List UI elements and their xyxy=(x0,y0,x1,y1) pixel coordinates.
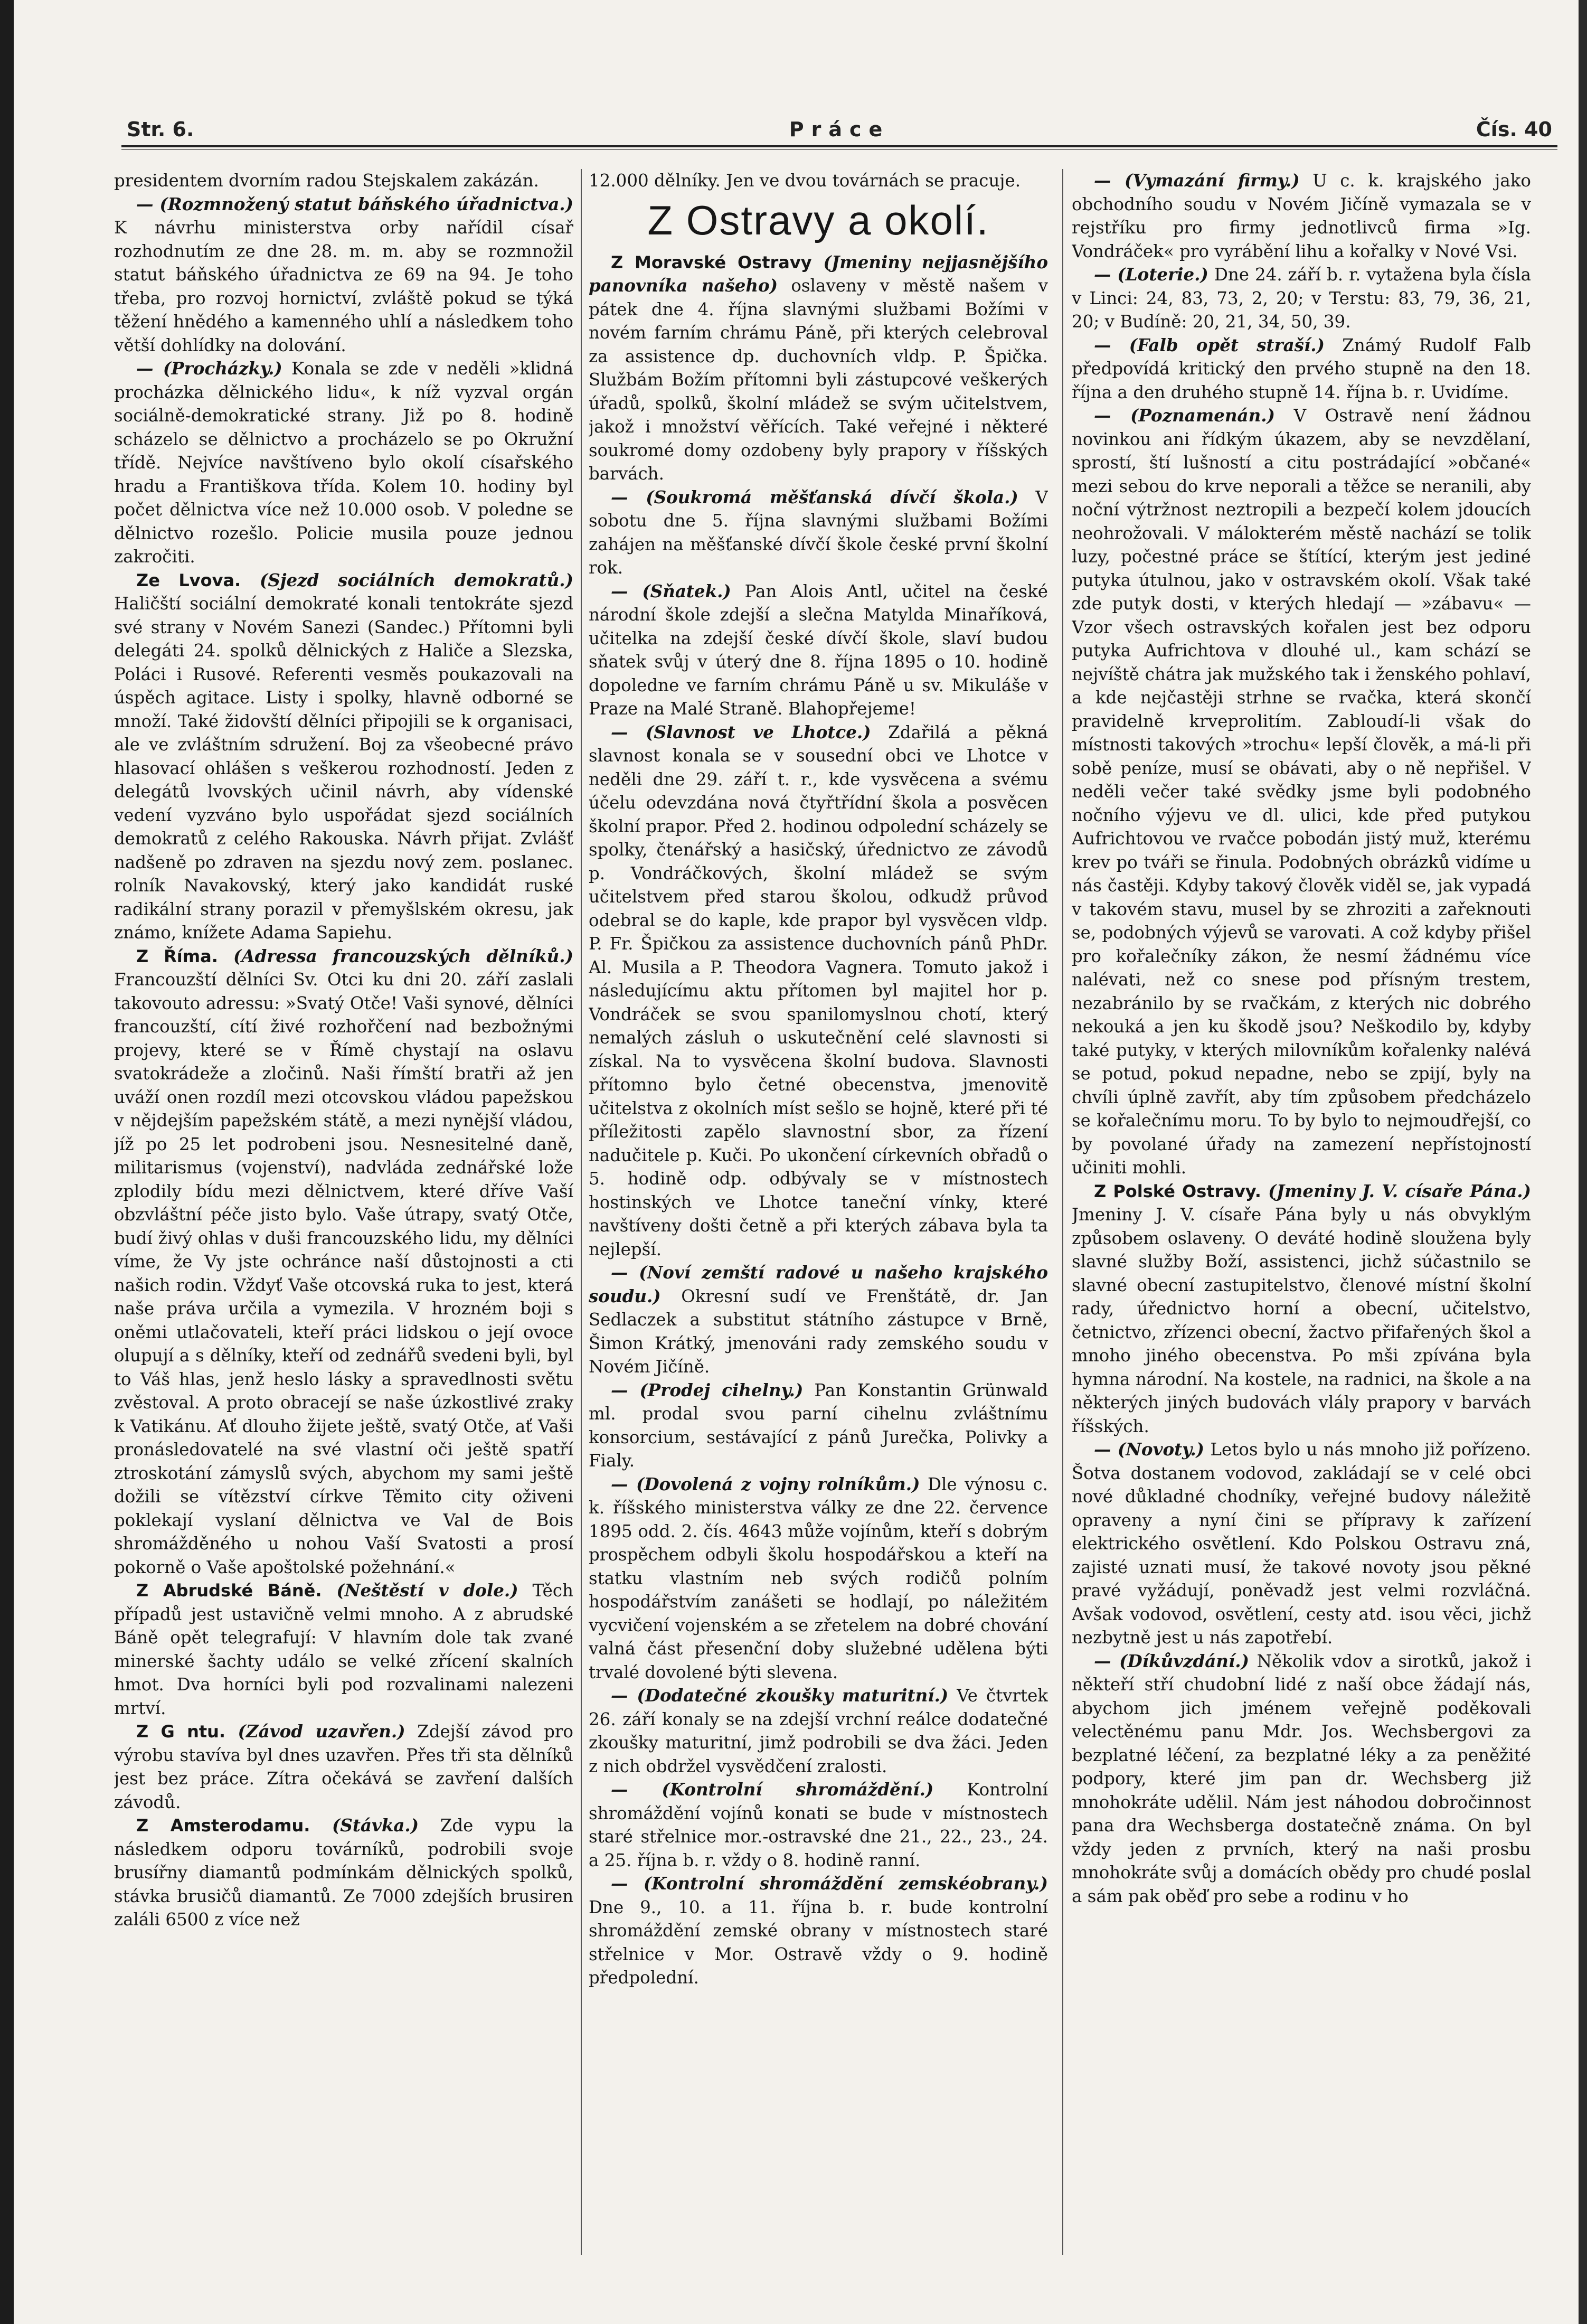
article-paragraph: — (Procházky.) Konala se zde v neděli »klidná procházka dělnického lidu«, k níž vyzval orgán sociálně-demokratické strany. Již po 8. hodině scházelo se dělnictvo a procházelo se po Okružní třídě. Nejvíce navštíveno bylo okolí císařského hradu a Františkova třída. Kolem 10. hodiny byl počet dělnictva více než 10.000 osob. V poledne se dělnictvo rozešlo. Policie musila pouze jednou zakročiti. xyxy=(114,358,573,567)
article-paragraph: Ze Lvova. (Sjezd sociálních demokratů.) Haličští sociální demokraté konali tentokráte sjezd své strany v Novém Sanezi (Sandec.) Přítomni byli delegáti 24. spolků dělnických z Haliče a Slezska, Poláci i Rusové. Referenti vesměs poukazovali na úspěch agitace. Listy i spolky, hlavně odborné se množí. Také židovští dělníci připojili se k organisaci, ale ve zvláštním sdružení. Boj za všeobecné právo hlasovací ohlášen s veškerou rozhodností. Jeden z delegátů lvovských učinil návrh, aby vídenské vedení vyzváno bylo uspořádat sjezd sociálních demokratů z celého Rakouska. Návrh přijat. Zvlášť nadšeně po zdraven na sjezdu nový zem. poslanec. rolník Navakovský, který jako kandidát ruské radikální strany porazil v přemyšlském okresu, jak známo, knížete Adama Sapiehu. xyxy=(114,569,573,943)
article-paragraph: — (Rozmnožený statut báňského úřadnictva.) K návrhu ministerstva orby nařídil císař rozhodnutím ze dne 28. m. m. aby se rozmnožil statut báňského úřadnictva ze 69 na 94. Je toho třeba, pro rozvoj hornictví, zvláště pokud se týká těžení hnědého a kamenného uhlí a následkem toho větší dohlídky na dolování. xyxy=(114,193,573,355)
article-paragraph: — (Falb opět straší.) Známý Rudolf Falb předpovídá kritický den prvého stupně na den 18. října a den druhého stupně 14. října b. r. Uvidíme. xyxy=(1072,334,1531,402)
article-paragraph: — (Sňatek.) Pan Alois Antl, učitel na české národní škole zdejší a slečna Matylda Minaříková, učitelka na zdejší české dívčí škole, slaví budou sňatek svůj v úterý dne 8. října 1895 o 10. hodině dopoledne ve farním chrámu Páně u sv. Mikuláše v Praze na Malé Straně. Blahopřejeme! xyxy=(589,580,1048,719)
page-number: Str. 6. xyxy=(127,118,194,141)
article-paragraph: — (Slavnost ve Lhotce.) Zdařilá a pěkná slavnost konala se v sousední obci ve Lhotce v neděli dne 29. září t. r., kde vysvěcena a svému účelu odevzdána nová čtyřtřídní škola a posvěcen školní prapor. Před 2. hodinou odpolední scházely se spolky, čtenářský a hasičský, úřednictvo ze závodů p. Vondráčkových, školní mládež se svým učitelstvem před starou školou, odkudž průvod odebral se do kaple, kde prapor byl vysvěcen vldp. P. Fr. Špičkou za assistence duchovních pánů PhDr. Al. Musila a P. Theodora Vagnera. Tomuto jakož i následujícímu aktu přítomen byl majitel hor p. Vondráček se svou spanilomyslnou chotí, který nemalých zásluh o uskutečnění celé slavnosti si získal. Na to vysvěcena školní budova. Slavnosti přítomno bylo četné obecenstva, jmenovitě učitelstva z okolních míst sešlo se hojně, které při té příležitosti zapělo slavnostní sbor, za řízení nadučitele p. Kuči. Po ukončení církevních obřadů o 5. hodině odp. odbývaly se v místnostech hostinských ve Lhotce taneční vínky, které navštíveny došti četně a při kterých zábava byla ta nejlepší. xyxy=(589,721,1048,1259)
article-paragraph: Z Amsterodamu. (Stávka.) Zde vypu la následkem odporu továrníků, podrobili svoje brusířny diamantů podmínkám dělnických spolků, stávka brusičů diamantů. Ze 7000 zdejších brusiren zaláli 6500 z více než xyxy=(114,1815,573,1930)
column-rule-1 xyxy=(581,169,582,2255)
article-paragraph: — (Kontrolní shromáždění zemskéobrany.) Dne 9., 10. a 11. října b. r. bude kontrolní shromáždění zemské obrany v místnostech staré střelnice v Mor. Ostravě vždy o 9. hodině předpolední. xyxy=(589,1873,1048,1988)
page-edge-right xyxy=(1579,0,1587,2324)
article-paragraph: Z Říma. (Adressa francouzských dělníků.) Francouzští dělníci Sv. Otci ku dni 20. září zaslali takovouto adressu: »Svatý Otče! Vaši synové, dělníci francouzští, cítí živé rozhořčení nad bezbožnými projevy, které se v Římě chystají na oslavu svatokrádeže a zločinů. Naši římští bratři až jen uváží onen rozdíl mezi otcovskou vládou papežskou v nějdejším papežském státě, a mezi nynější vládou, jíž po 25 let podrobeni jsou. Nesnesitelné daně, militarismus (vojenství), nadvláda zednářské lože zplodily bídu mezi dělnictvem, které dříve Vaší obzvláštní péče jisto bylo. Vaše útrapy, svatý Otče, budí živý ohlas v duši francouzského lidu, my dělníci víme, že Vy jste ochránce naší důstojnosti a cti našich rodin. Vždyť Vaše otcovská ruka to jest, která naše práva určila a vymezila. V hrozném boji s oněmi utlačovateli, kteří práci lidskou o její ovoce olupují a s dělníky, kteří od zednářů svedeni byli, byl to Váš hlas, jenž heslo lásky a spravedlnosti světu zvěstoval. A proto obracejí se naše úzkostlivé zraky k Vatikánu. Ať dlouho žijete ještě, svatý Otče, ať Vaši pronásledovatelé na své vlastní oči ještě spatří ztroskotání zámyslů svých, abychom my sami ještě dožili se vítězství církve Těmito city oživeni poklekají vyslaní dělnictva ve Val de Bois shromážděného u nohou Vaší Svatosti a prosí pokorně o Vaše apoštolské požehnání.« xyxy=(114,945,573,1577)
article-paragraph: — (Soukromá měšťanská dívčí škola.) V sobotu dne 5. října slavnými službami Božími zahájen na měšťanské dívčí škole české první školní rok. xyxy=(589,486,1048,578)
page-header xyxy=(127,114,1552,145)
masthead-title: Práce xyxy=(789,118,890,141)
article-paragraph: — (Loterie.) Dne 24. září b. r. vytažena byla čísla v Linci: 24, 83, 73, 2, 20; v Terstu: 83, 79, 36, 21, 20; v Budíně: 20, 21, 34, 50, 39. xyxy=(1072,264,1531,332)
article-paragraph: Z Polské Ostravy. (Jmeniny J. V. císaře Pána.) Jmeniny J. V. císaře Pána byly u nás obvyklým způsobem oslaveny. O deváté hodině sloužena byly slavné služby Boží, assistenci, jichž súčastnilo se slavné obecní zastupitelstvo, členové místní školní rady, úřednictvo horní a obecní, učitelstvo, četnictvo, zřízenci obecní, žactvo přifařených škol a mnoho jiného obecenstva. Po mši zpívána byla hymna národní. Na kostele, na radnici, na škole a na některých jiných budovách vlály prapory v barvách říšských. xyxy=(1072,1180,1531,1436)
article-paragraph: — (Noví zemští radové u našeho krajského soudu.) Okresní sudí ve Frenštátě, dr. Jan Sedlaczek a substitut státního zástupce v Brně, Šimon Krátký, jmenováni rady zemského soudu v Novém Jičíně. xyxy=(589,1262,1048,1377)
article-paragraph: — (Dovolená z vojny rolníkům.) Dle výnosu c. k. říšského ministerstva války ze dne 22. července 1895 odd. 2. čís. 4643 může vojínům, kteří s dobrým prospěchem odbyli školu hospodářskou a kteří na statku vlastním neb svých rodičů polním hospodářstvím zanášeti se hodlají, po náležitém vycvičení vojenském a se zřetelem na dobré chování valná část přesenční doby služebné udělena býti trvalé dovolené býti slevena. xyxy=(589,1473,1048,1682)
issue-number: Čís. 40 xyxy=(1476,118,1552,141)
article-paragraph: Z Abrudské Báně. (Neštěstí v dole.) Těch případů jest ustavičně velmi mnoho. A z abrudské Báně opět telegrafují: V hlavním dole tak zvané minerské šachty událo se velké zřícení skalních hmot. Dva horníci byli pod rozvalinami nalezeni mrtví. xyxy=(114,1580,573,1718)
column-3 xyxy=(1072,169,1531,2271)
article-paragraph: — (Dodatečné zkoušky maturitní.) Ve čtvrtek 26. září konaly se na zdejší vrchní reálce dodatečné zkoušky maturitní, jimž podrobili se dva žáci. Jeden z nich obdržel vysvědčení zralosti. xyxy=(589,1685,1048,1776)
column-2 xyxy=(589,169,1048,2271)
article-paragraph: Z G ntu. (Závod uzavřen.) Zdejší závod pro výrobu stavíva byl dnes uzavřen. Přes tři sta dělníků jest bez práce. Zítra očekává se zavření dalších závodů. xyxy=(114,1721,573,1812)
article-paragraph: — (Díkůvzdání.) Několik vdov a sirotků, jakož i někteří stří chudobní lidé z naší obce žádají nás, abychom jich jménem veřejně poděkovali velectěnému panu Mdr. Jos. Wechsbergovi za bezplatné léčení, za bezplatné léky a za peněžité podpory, které jim pan dr. Wechsberg již mnohokráte udělil. Nám jest náhodou dobročinnost pana dra Wechsberga dostatečně známa. On byl vždy jeden z prvních, který na naši prosbu mnohokráte svůj a domácích obědy pro chudé poslal a sám pak oběď pro sebe a rodinu v ho xyxy=(1072,1650,1531,1906)
article-paragraph: — (Kontrolní shromáždění.) Kontrolní shromáždění vojínů konati se bude v místnostech staré střelnice mor.-ostravské dne 21., 22., 23., 24. a 25. října b. r. vždy o 8. hodině ranní. xyxy=(589,1779,1048,1870)
article-paragraph: — (Poznamenán.) V Ostravě není žádnou novinkou ani řídkým úkazem, aby se nevzdělaní, sprostí, ští lušností a citu postrádající »občané« mezi sebou do krve neporali a těžce se neranili, aby noční výtržnost neztropili a bezpečí kolem jdoucích neohrožovali. V málokterém městě nachází se tolik luzy, počestné práce se štítící, kterým jest jediné putyka útulnou, jako v ostravském okolí. Však také zde putyk dosti, v kterých hledají — »zábavu« — Vzor všech ostravských kořalen jest bez odporu putyka Aufrichtova v dlouhé ul., kam schází se nejvíště chátra jak mužského tak i ženského pohlaví, a kde nejčastěji strhne se rvačka, která skončí pravidelně krveprolitím. Zabloudí-li však do místnosti takových »trochu« lepší člověk, a má-li při sobě peníze, musí se obávati, aby o ně nepřišel. V neděli večer také svědky jsme byli podobného nočního výjevu ve dl. ulici, kde před putykou Aufrichtovou ve rvačce pobodán jistý muž, kterému krev po tváři se řinula. Podobných obrázků vidíme u nás častěji. Kdyby takový člověk viděl se, jak vypadá v takovém stavu, musel by se zhroziti a zařeknouti se, podobných výjevů se varovati. A což kdyby přišel pro kořalečníky zákon, že nesmí žádnému více nalévati, než co snese pod přísným trestem, nezabránilo by se rvačkám, z kterých nic dobrého nekouká a jen ku škodě jsou? Neškodilo by, kdyby také putyky, v kterých milovníkům kořalenky nalévá se potud, pokud nepadne, nebo se zpijí, byly na chvíli úplně zavřít, aby tím způsobem předcházelo se kořalečnímu moru. To by bylo to nejmoudřejší, co by povolané úřady na zamezení nepřístojností učiniti mohli. xyxy=(1072,405,1531,1178)
article-paragraph: Z Moravské Ostravy (Jmeniny nejjasnějšího panovníka našeho) oslaveny v městě našem v pátek dne 4. října slavnými službami Božími v novém farním chrámu Páně, při kterých celebroval za assistence dp. duchovních vldp. P. Špička. Službám Božím přítomni byli zástupcové veškerých úřadů, spolků, školní mládež se svým učitelstvem, jakož i množství věřících. Také veřejné i některé soukromé domy ozdobeny byly prapory v říšských barvách. xyxy=(589,251,1048,484)
column-1 xyxy=(114,169,573,2271)
article-paragraph: — (Vymazání firmy.) U c. k. krajského jako obchodního soudu v Novém Jičíně vymazala se v rejstříku pro firmy jednotlivců firma »Ig. Vondráček« pro vyrábění lihu a kořalky v Nové Vsi. xyxy=(1072,170,1531,261)
header-rule xyxy=(121,145,1557,147)
article-paragraph: presidentem dvorním radou Stejskalem zakázán. xyxy=(114,171,539,191)
article-paragraph: — (Novoty.) Letos bylo u nás mnoho již pořízeno. Šotva dostanem vodovod, zakládají se v celé obci nové důkladné chodníky, veřejné budovy náležitě opraveny a nyní čini se přípravy k zařízení elektrického osvětlení. Kdo Polskou Ostravu zná, zajisté uznati musí, že takové novoty jsou pěkné pravé vyžádují, poněvadž jest velmi rozvláčná. Avšak vodovod, osvětlení, cesty atd. isou věci, jichž nezbytně jest u nás zapotřebí. xyxy=(1072,1439,1531,1648)
header-rule-thin xyxy=(121,149,1557,150)
page-edge-left xyxy=(0,0,14,2324)
column-rule-2 xyxy=(1062,169,1063,2255)
section-heading: Z Ostravy a okolí. xyxy=(647,196,989,243)
article-paragraph: — (Prodej cihelny.) Pan Konstantin Grünwald ml. prodal svou parní cihelnu zvláštnímu konsorcium, sestávající z pánů Jurečka, Polivky a Fialy. xyxy=(589,1379,1048,1471)
article-paragraph: 12.000 dělníky. Jen ve dvou továrnách se pracuje. xyxy=(589,171,1021,191)
